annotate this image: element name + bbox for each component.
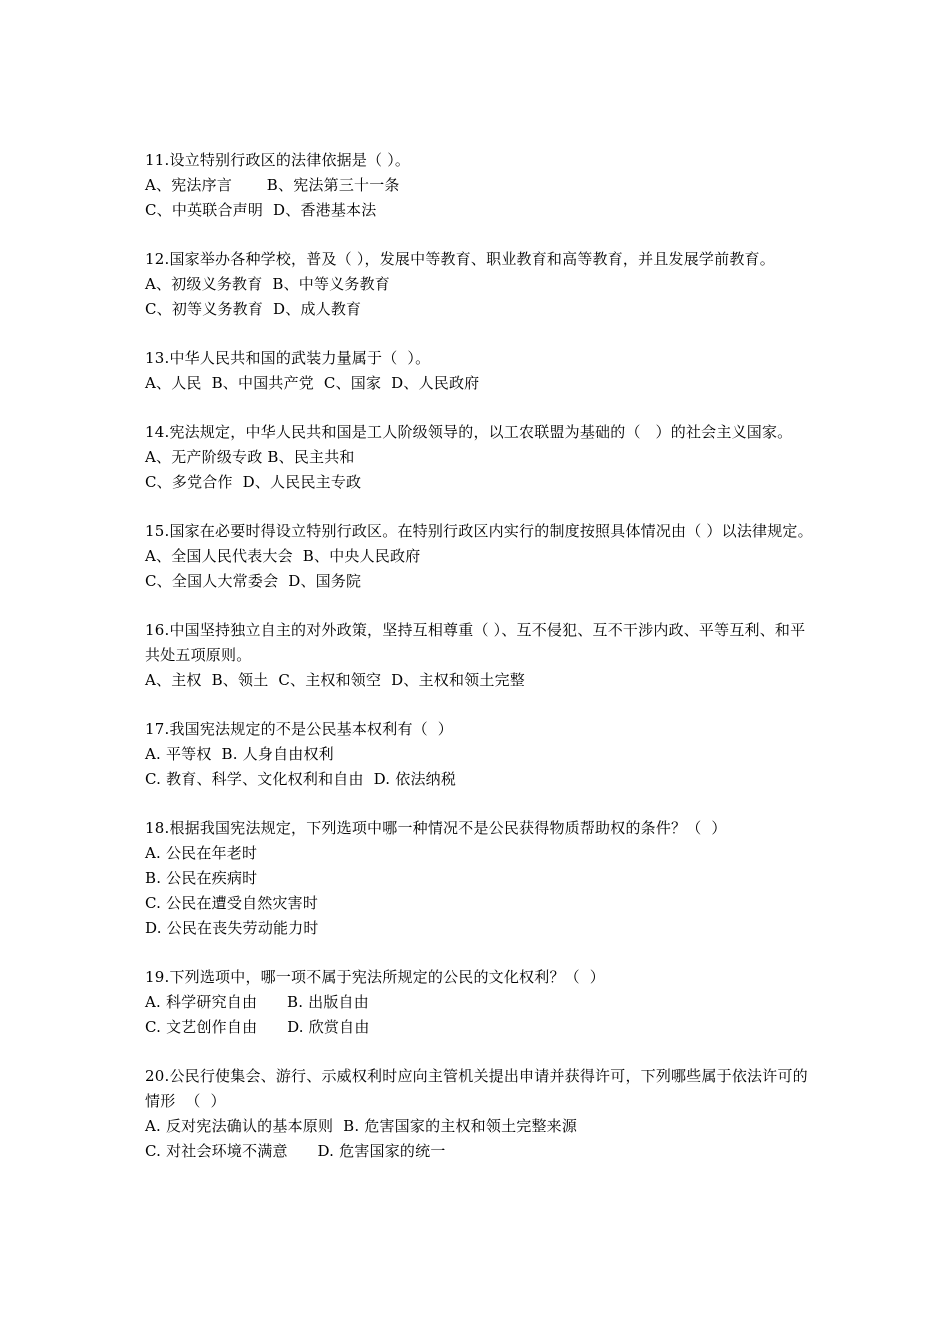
question-stem: 19.下列选项中，哪一项不属于宪法所规定的公民的文化权利？（ ）: [145, 968, 605, 986]
option-line: A、人民 B、中国共产党 C、国家 D、人民政府: [145, 374, 480, 392]
option-line: C、中英联合声明 D、香港基本法: [145, 201, 377, 219]
question-12: [145, 247, 815, 322]
document-page: [145, 148, 815, 1188]
option-line: B. 公民在疾病时: [145, 869, 258, 887]
option-line: A. 公民在年老时: [145, 844, 258, 862]
option-line: A、无产阶级专政 B、民主共和: [145, 448, 355, 466]
option-line: A、宪法序言 B、宪法第三十一条: [145, 176, 400, 194]
question-stem: 11.设立特别行政区的法律依据是（ ）。: [145, 151, 411, 169]
option-line: C. 公民在遭受自然灾害时: [145, 894, 319, 912]
question-15: [145, 519, 815, 594]
question-13: [145, 346, 815, 396]
question-stem: 18.根据我国宪法规定，下列选项中哪一种情况不是公民获得物质帮助权的条件？（ ）: [145, 819, 727, 837]
question-16: [145, 618, 815, 693]
question-19: [145, 965, 815, 1040]
option-line: A、主权 B、领土 C、主权和领空 D、主权和领土完整: [145, 671, 525, 689]
question-14: [145, 420, 815, 495]
question-17: [145, 717, 815, 792]
option-line: A. 科学研究自由 B. 出版自由: [145, 993, 369, 1011]
question-stem: 15.国家在必要时得设立特别行政区。在特别行政区内实行的制度按照具体情况由（ ）以法律规定。: [145, 522, 813, 540]
option-line: C、全国人大常委会 D、国务院: [145, 572, 362, 590]
option-line: D. 公民在丧失劳动能力时: [145, 919, 319, 937]
question-20: [145, 1064, 815, 1164]
question-11: [145, 148, 815, 223]
question-stem: 16.中国坚持独立自主的对外政策，坚持互相尊重（ ）、互不侵犯、互不干涉内政、平等互利、和平共处五项原则。: [145, 621, 806, 664]
option-line: A. 反对宪法确认的基本原则 B. 危害国家的主权和领土完整来源: [145, 1117, 578, 1135]
option-line: C. 文艺创作自由 D. 欣赏自由: [145, 1018, 370, 1036]
question-18: [145, 816, 815, 941]
option-line: A. 平等权 B. 人身自由权利: [145, 745, 334, 763]
question-stem: 17.我国宪法规定的不是公民基本权利有（ ）: [145, 720, 453, 738]
question-stem: 20.公民行使集会、游行、示威权利时应向主管机关提出申请并获得许可，下列哪些属于依法许可的情形 （ ）: [145, 1067, 808, 1110]
option-line: A、初级义务教育 B、中等义务教育: [145, 275, 390, 293]
question-stem: 12.国家举办各种学校，普及（ ），发展中等教育、职业教育和高等教育，并且发展学前教育。: [145, 250, 775, 268]
option-line: C、初等义务教育 D、成人教育: [145, 300, 362, 318]
option-line: C. 教育、科学、文化权利和自由 D. 依法纳税: [145, 770, 457, 788]
question-stem: 13.中华人民共和国的武装力量属于（ ）。: [145, 349, 431, 367]
option-line: C. 对社会环境不满意 D. 危害国家的统一: [145, 1142, 446, 1160]
option-line: A、全国人民代表大会 B、中央人民政府: [145, 547, 421, 565]
option-line: C、多党合作 D、人民民主专政: [145, 473, 362, 491]
question-stem: 14.宪法规定，中华人民共和国是工人阶级领导的，以工农联盟为基础的（ ）的社会主义国家。: [145, 423, 793, 441]
